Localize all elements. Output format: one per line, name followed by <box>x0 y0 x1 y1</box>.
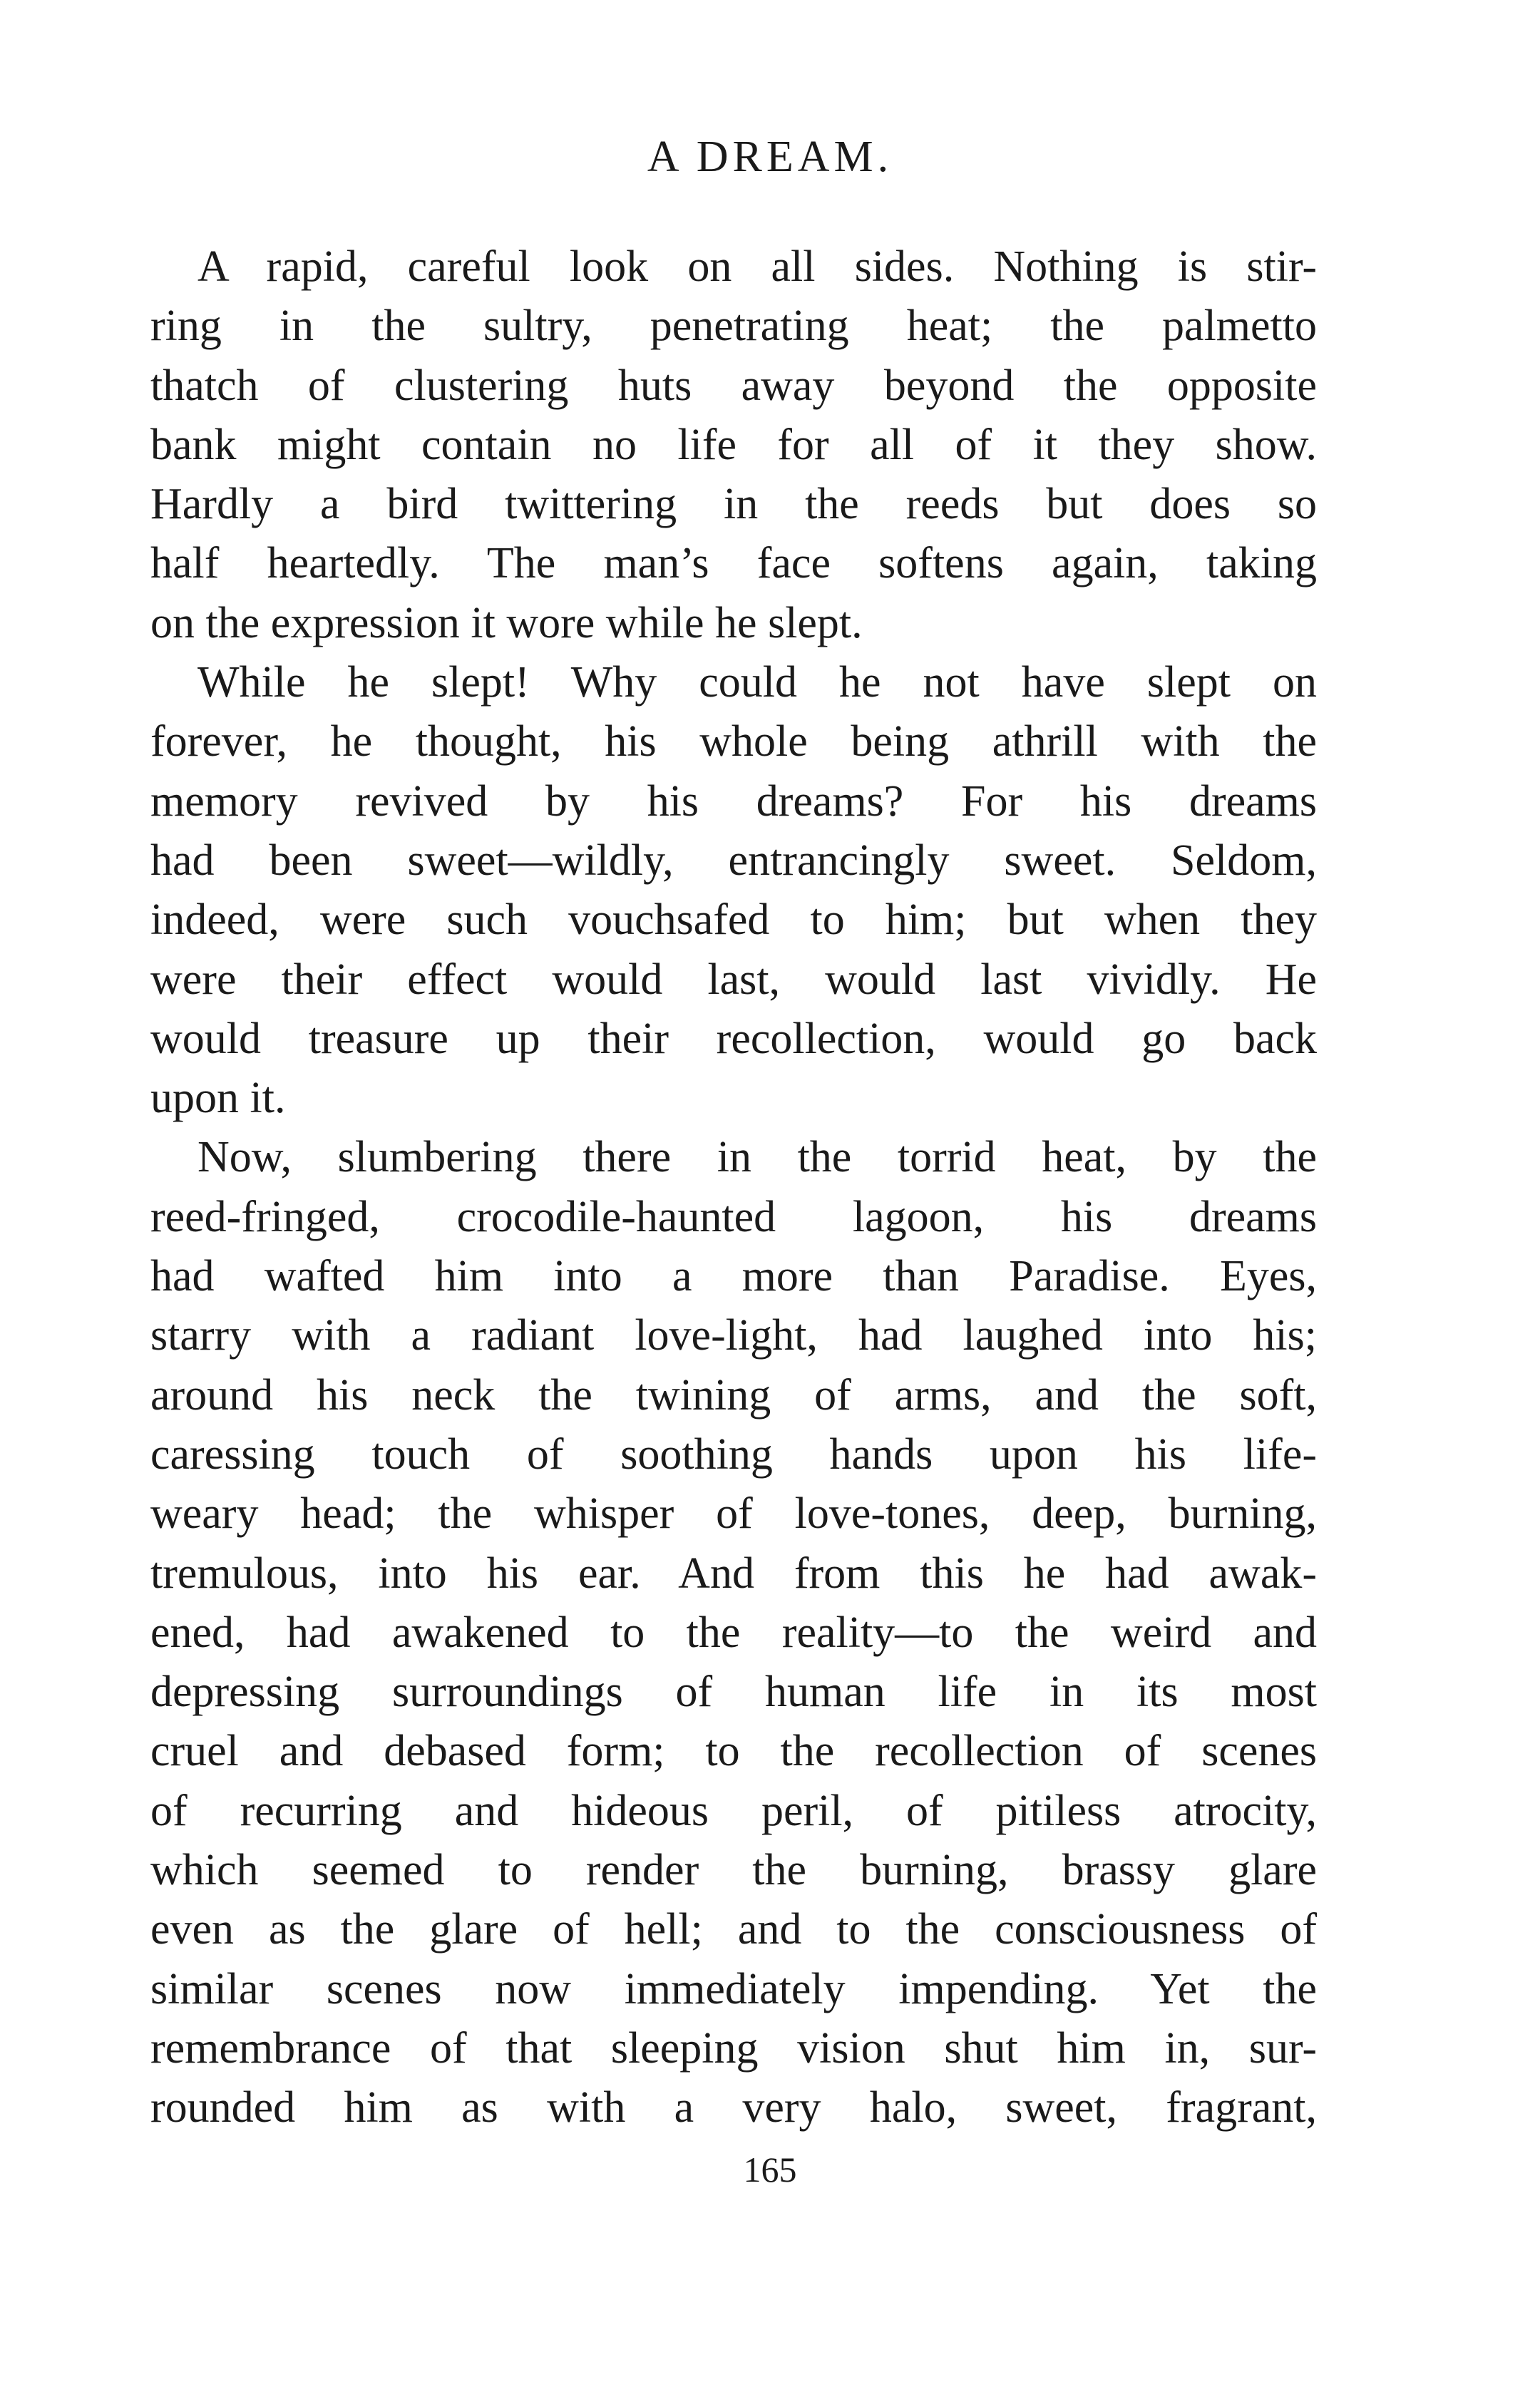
text-line: weary head; the whisper of love-tones, deep, burning, <box>150 1489 1317 1539</box>
text-line: tremulous, into his ear. And from this he had awak- <box>150 1549 1317 1598</box>
text-line: depressing surroundings of human life in its most <box>150 1668 1317 1717</box>
text-line: forever, he thought, his whole being athrill with the <box>150 717 1317 766</box>
text-line: thatch of clustering huts away beyond the opposite <box>150 361 1317 410</box>
text-line: ring in the sultry, penetrating heat; the palmetto <box>150 302 1317 351</box>
text-line: even as the glare of hell; and to the consciousness of <box>150 1905 1317 1954</box>
body-text <box>150 237 1317 2138</box>
text-line: rounded him as with a very halo, sweet, fragrant, <box>150 2083 1317 2132</box>
page-number: 165 <box>743 2150 797 2190</box>
text-line: caressing touch of soothing hands upon his life- <box>150 1429 1317 1479</box>
text-line: A rapid, careful look on all sides. Nothing is stir- <box>197 242 1317 291</box>
text-line: would treasure up their recollection, would go back <box>150 1014 1317 1063</box>
text-line: on the expression it wore while he slept. <box>150 598 863 647</box>
text-line: While he slept! Why could he not have slept on <box>197 658 1317 707</box>
text-line: Hardly a bird twittering in the reeds but does so <box>150 480 1317 529</box>
text-line: indeed, were such vouchsafed to him; but when they <box>150 895 1317 945</box>
text-line: cruel and debased form; to the recollection of scenes <box>150 1727 1317 1776</box>
text-line: had wafted him into a more than Paradise. Eyes, <box>150 1252 1317 1301</box>
text-line: half heartedly. The man’s face softens again, taking <box>150 539 1317 588</box>
text-line: of recurring and hideous peril, of pitiless atrocity, <box>150 1786 1317 1835</box>
text-line: upon it. <box>150 1074 286 1123</box>
text-line: starry with a radiant love-light, had laughed into his; <box>150 1311 1317 1360</box>
text-line: memory revived by his dreams? For his dreams <box>150 776 1317 826</box>
text-line: similar scenes now immediately impending. Yet the <box>150 1964 1317 2013</box>
text-line: reed-fringed, crocodile-haunted lagoon, his dreams <box>150 1192 1317 1241</box>
text-line: bank might contain no life for all of it they show. <box>150 420 1317 469</box>
text-line: Now, slumbering there in the torrid heat, by the <box>197 1133 1317 1182</box>
text-line: which seemed to render the burning, brassy glare <box>150 1846 1317 1895</box>
text-line: around his neck the twining of arms, and the soft, <box>150 1370 1317 1420</box>
text-line: were their effect would last, would last vividly. He <box>150 955 1317 1004</box>
running-title: A DREAM. <box>647 133 893 181</box>
text-line: ened, had awakened to the reality—to the weird and <box>150 1608 1317 1657</box>
paragraph <box>150 1128 1317 2137</box>
paragraph <box>150 653 1317 1128</box>
paragraph <box>150 237 1317 653</box>
text-line: had been sweet—wildly, entrancingly sweet. Seldom, <box>150 836 1317 885</box>
text-line: remembrance of that sleeping vision shut him in, sur- <box>150 2023 1317 2073</box>
